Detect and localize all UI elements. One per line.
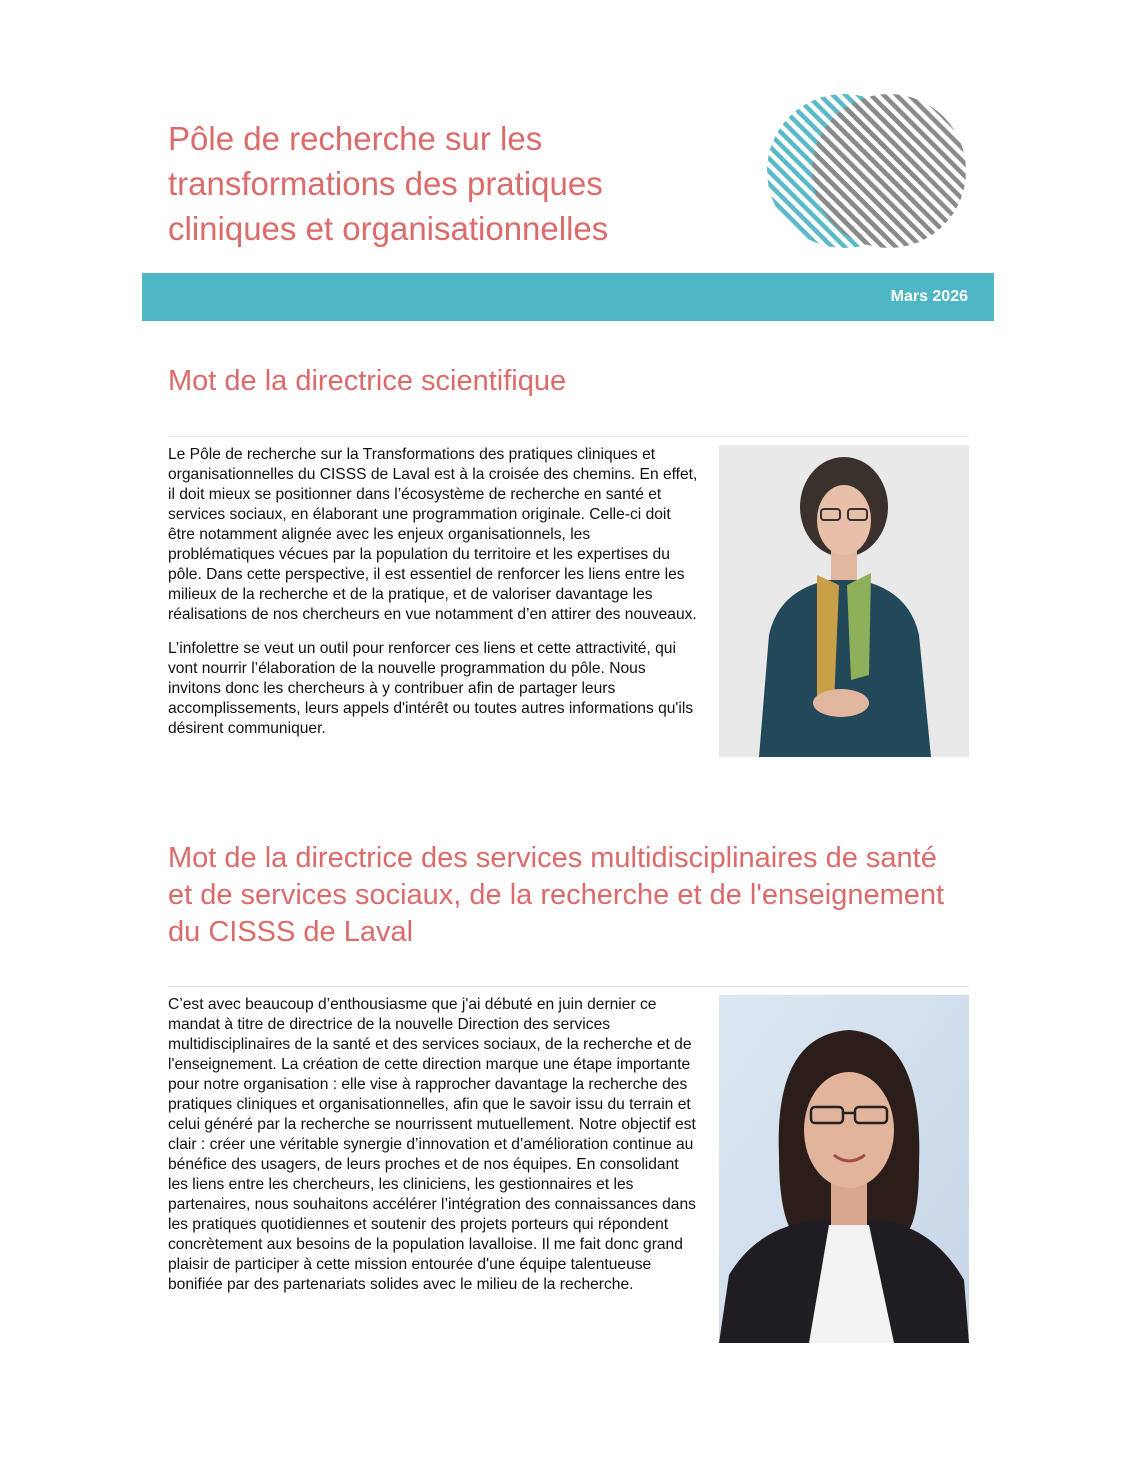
- section-heading-dsm-director: Mot de la directrice des services multidisciplinaires de santé et de services sociaux, de la recherche et de l'enseignement du CISSS de Laval: [168, 842, 945, 948]
- dsm-director-photo: [719, 995, 969, 1343]
- logo-overlapping-circles-icon: [762, 91, 972, 253]
- header-banner: [142, 273, 994, 321]
- scientific-director-photo: [719, 445, 969, 757]
- section-heading-scientific-director: Mot de la directrice scientifique: [168, 365, 567, 397]
- section1-body: [168, 445, 698, 753]
- divider: [168, 436, 969, 437]
- paragraph: Le Pôle de recherche sur la Transformations des pratiques cliniques et organisationnelles du CISSS de Laval est à la croisée des chemins. En effet, il doit mieux se positionner dans l’écosystème de recherche en santé et services sociaux, en élaborant une programmation originale. Celle-ci doit être notamment alignée avec les enjeux organisationnels, les problématiques vécues par la population du territoire et les expertises du pôle. Dans cette perspective, il est essentiel de renforcer les liens entre les milieux de la recherche et de la pratique, et de valoriser davantage les réalisations de nos chercheurs en vue notamment d’en attirer des nouveaux.: [168, 446, 698, 623]
- newsletter-title: Pôle de recherche sur les transformations des pratiques cliniques et organisationnelles: [168, 120, 609, 247]
- divider: [168, 986, 969, 987]
- paragraph: C’est avec beaucoup d’enthousiasme que j'ai débuté en juin dernier ce mandat à titre de directrice de la nouvelle Direction des services multidisciplinaires de la santé et des services sociaux, de la recherche et de l'enseignement. La création de cette direction marque une étape importante pour notre organisation : elle vise à rapprocher davantage la recherche des pratiques cliniques et organisationnelles, afin que le savoir issu du terrain et celui généré par la recherche se nourrissent mutuellement. Notre objectif est clair : créer une véritable synergie d’innovation et d’amélioration continue au bénéfice des usagers, de leurs proches et de nos équipes. En consolidant les liens entre les chercheurs, les cliniciens, les gestionnaires et les partenaires, nous souhaitons accélérer l’intégration des connaissances dans les pratiques quotidiennes et soutenir des projets porteurs qui répondent concrètement aux besoins de la population lavalloise. Il me fait donc grand plaisir de participer à cette mission entourée d'une équipe talentueuse bonifiée par des partenariats solides avec le milieu de la recherche.: [168, 996, 696, 1293]
- issue-date: Mars 2026: [890, 288, 968, 305]
- section2-body: [168, 995, 698, 1309]
- paragraph: L’infolettre se veut un outil pour renforcer ces liens et cette attractivité, qui vont nourrir l’élaboration de la nouvelle programmation du pôle. Nous invitons donc les chercheurs à y contribuer afin de partager leurs accomplissements, leurs appels d'intérêt ou toutes autres informations qu'ils désirent communiquer.: [168, 640, 694, 737]
